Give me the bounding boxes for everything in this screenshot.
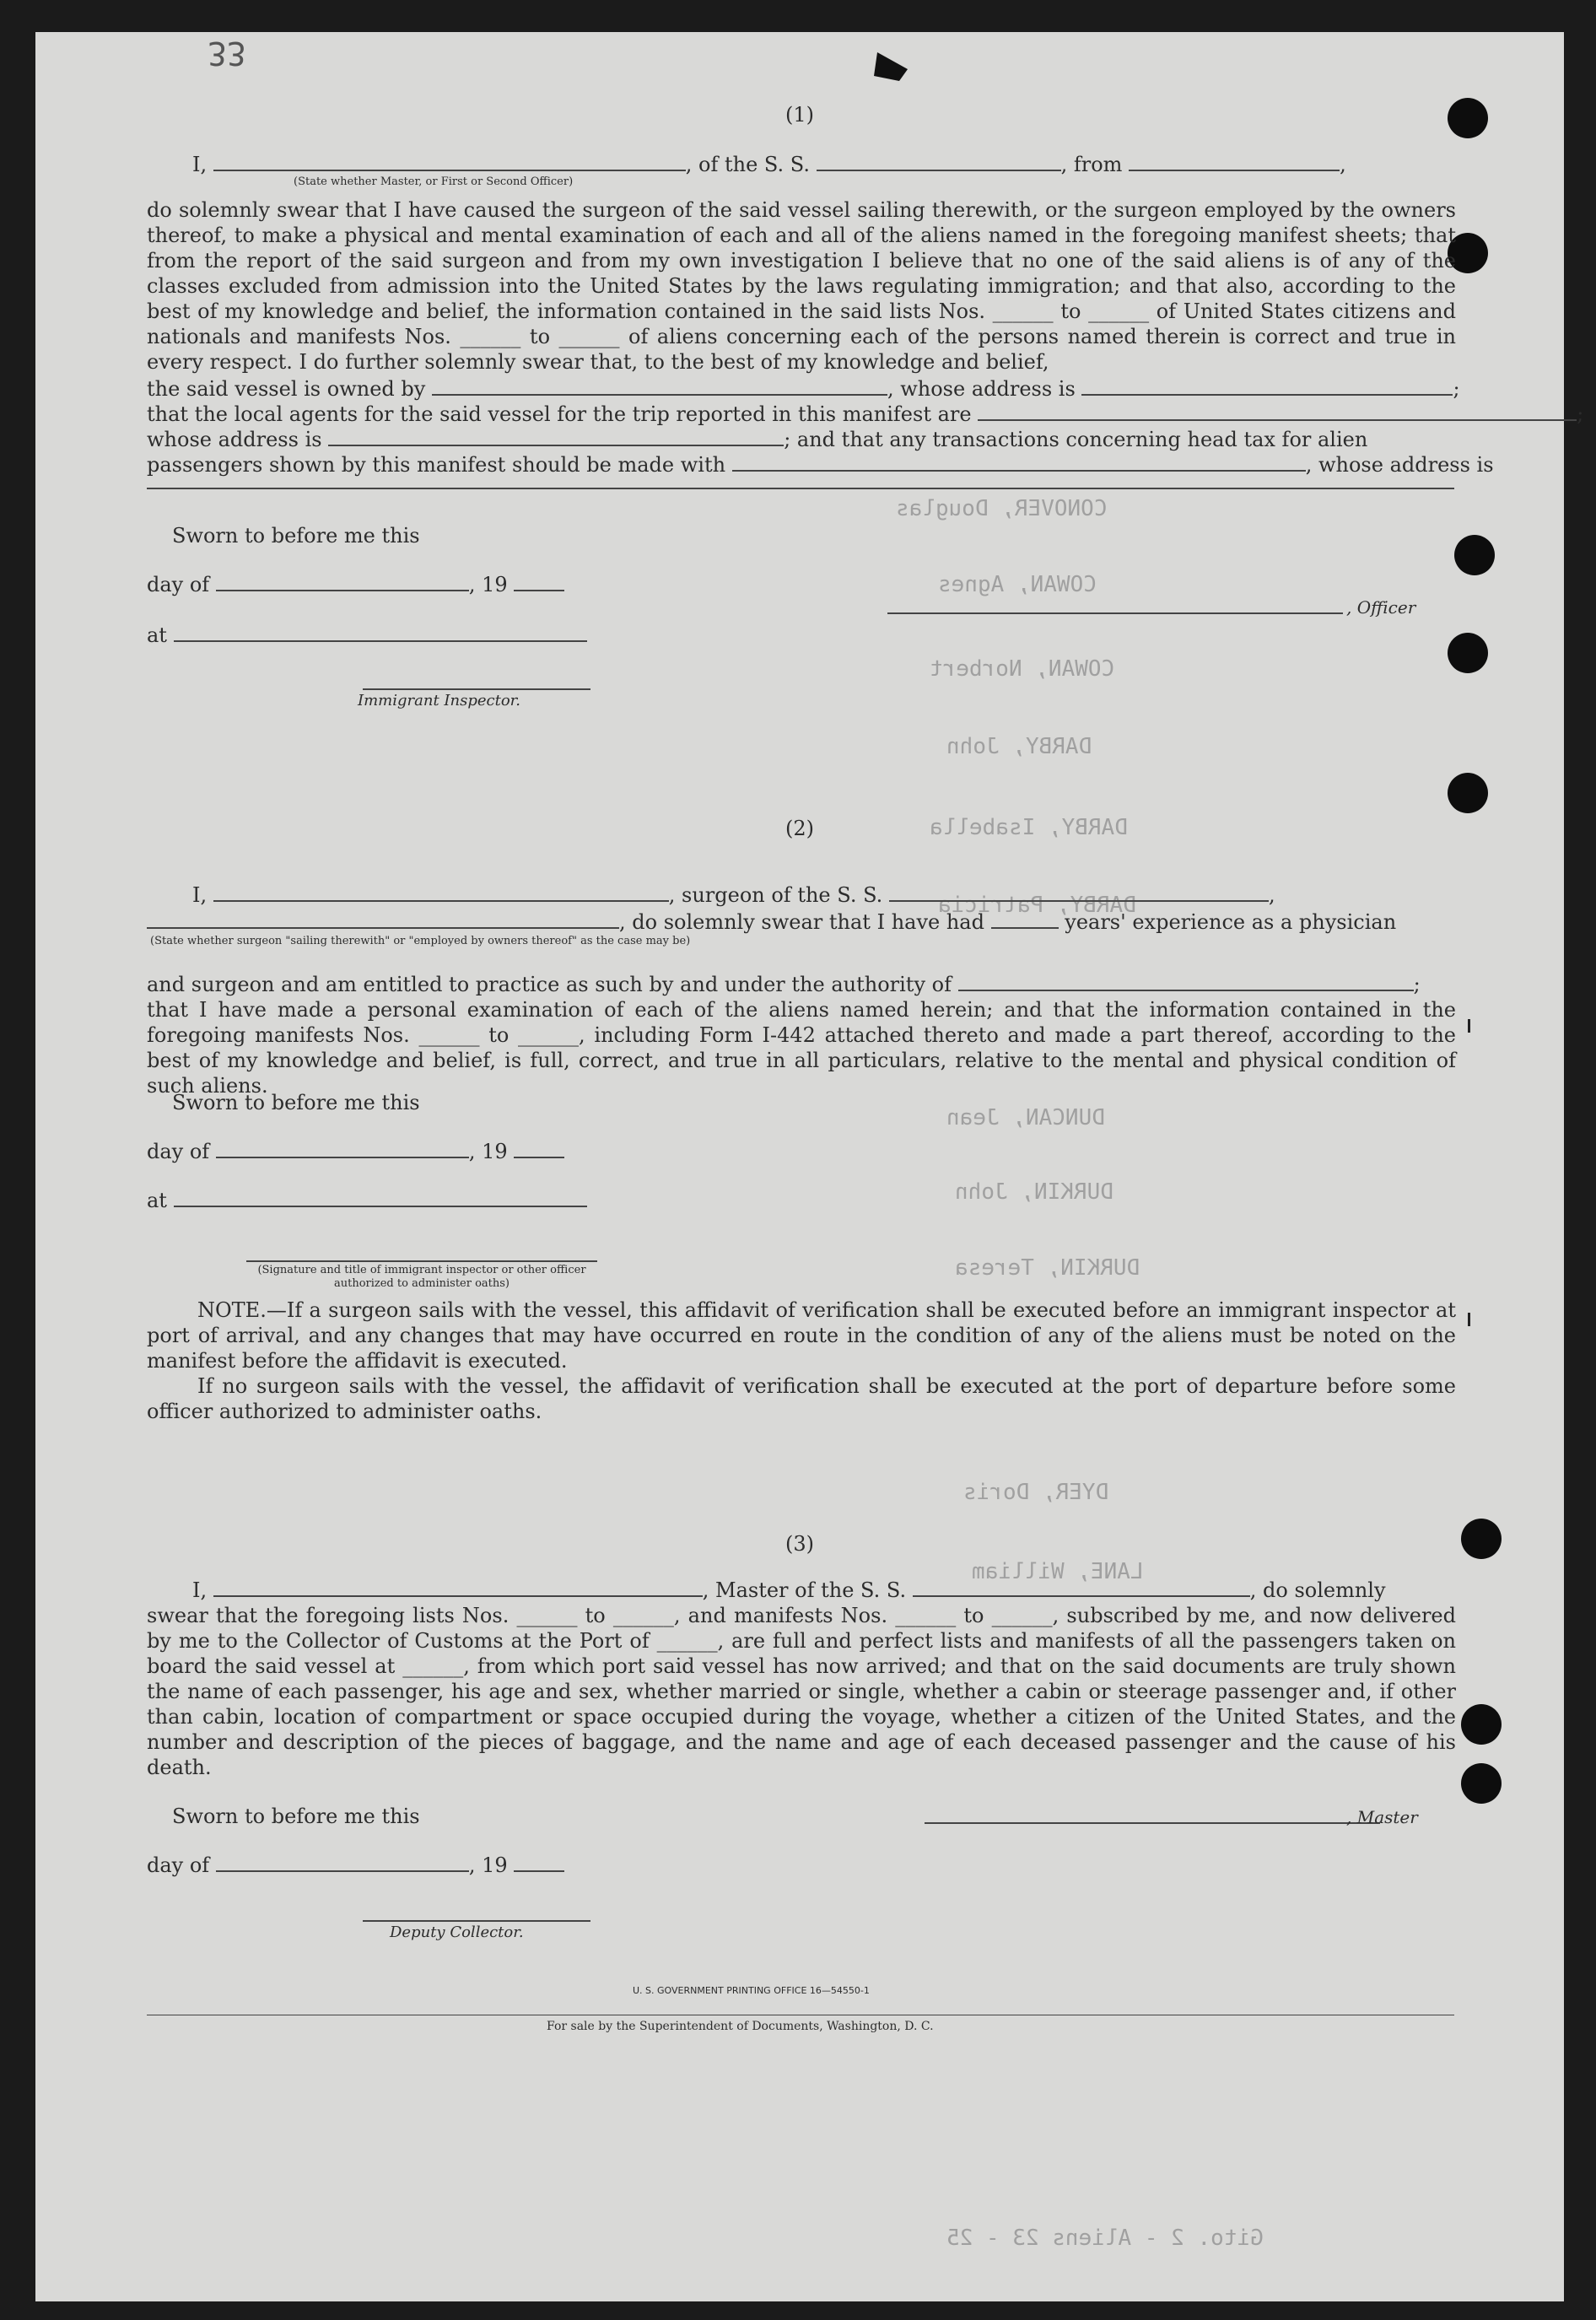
bleed-through-text: LANE, William (972, 1559, 1144, 1584)
vessel-name-blank (817, 153, 1061, 171)
owned-by-line: the said vessel is owned by , whose address is ; (147, 377, 1460, 401)
bleed-through-text: DUNCAN, Jean (946, 1105, 1105, 1130)
bleed-through-text: DURKIN, Teresa (955, 1255, 1140, 1281)
oath-line: I, , of the S. S. , from , (192, 153, 1346, 176)
owner-address-blank (1081, 377, 1453, 396)
at-line: at (147, 1188, 587, 1213)
label-from: , from (1060, 153, 1123, 176)
local-agents-line: that the local agents for the said vessel for the trip reported in this manifest are ; (147, 402, 1584, 426)
surgeon-name-blank (213, 883, 669, 902)
at-blank (174, 623, 587, 642)
punch-hole (1461, 1763, 1502, 1804)
head-tax-contact-blank (732, 453, 1306, 472)
sworn-label: Sworn to before me this (172, 1091, 420, 1114)
officer-signature-line (887, 612, 1343, 614)
for-sale-notice: For sale by the Superintendent of Documents, Washington, D. C. (547, 2020, 934, 2033)
punch-hole (1461, 1704, 1502, 1745)
bleed-through-text: DYER, Doris (963, 1480, 1109, 1505)
inspector-signature-line (363, 688, 590, 690)
printing-office-imprint: U. S. GOVERNMENT PRINTING OFFICE 16—54550-1 (633, 1985, 870, 1996)
master-signature-line (925, 1822, 1380, 1824)
bleed-through-text: DARBY, John (946, 734, 1092, 759)
year-blank (514, 1140, 564, 1158)
section-number: (3) (785, 1532, 814, 1556)
year-blank (514, 573, 564, 591)
day-blank (216, 1853, 469, 1872)
local-agents-blank (978, 402, 1577, 421)
agents-address-line: whose address is ; and that any transactions concerning head tax for alien (147, 428, 1368, 451)
master-label: , Master (1346, 1807, 1418, 1827)
label-i: I, (192, 153, 208, 176)
at-blank (174, 1189, 587, 1207)
margin-tick (1468, 1313, 1470, 1326)
bleed-through-text: COWAN, Norbert (930, 656, 1115, 682)
bleed-through-text: DARBY, Isabella (930, 815, 1128, 840)
master-name-blank (213, 1578, 703, 1597)
signature-caption: Deputy Collector. (390, 1923, 524, 1941)
day-of-line: day of , 19 (147, 1853, 564, 1878)
day-of-line: day of , 19 (147, 572, 564, 597)
section-number: (2) (785, 817, 814, 840)
inspector-signature-line (246, 1260, 597, 1262)
surgeon-status-blank (147, 910, 619, 929)
surgeon-line: I, , surgeon of the S. S. , (192, 883, 1275, 907)
day-of-line: day of , 19 (147, 1139, 564, 1164)
bleed-through-text: DARBY, Patricia (938, 893, 1136, 918)
sworn-label: Sworn to before me this (172, 1805, 420, 1828)
surgeon-vessel-blank (889, 883, 1269, 902)
label-of-ss: , of the S. S. (685, 153, 810, 176)
master-line: I, , Master of the S. S. , do solemnly (192, 1578, 1386, 1602)
master-paragraph: swear that the foregoing lists Nos. ______ to ______, and manifests Nos. ______ to ______, subscribed by me, and now delivered by me to the Collector of Customs at the Port of ______, are full and perfect lists and manifests of all the passengers taken on board the said vessel at ______, from which port said vessel has now arrived; and that on the said documents are truly shown the name of each passenger, his age and sex, whether married or single, whether a cabin or steerage passenger and, if other than cabin, location of compartment or space occupied during the voyage, whether a citizen of the United States, and the number and description of the pieces of baggage, and the name and age of each deceased passenger and the cause of his death. (147, 1604, 1456, 1779)
field-caption: (State whether Master, or First or Second Officer) (294, 175, 574, 188)
passengers-line: passengers shown by this manifest should be made with , whose address is (147, 453, 1494, 477)
at-line: at (147, 623, 587, 648)
port-blank (1129, 153, 1340, 171)
page-number: 33 (208, 35, 246, 72)
note-paragraph: If no surgeon sails with the vessel, the affidavit of verification shall be executed at the port of departure before some officer authorized to administer oaths. (147, 1374, 1456, 1423)
collector-signature-line (363, 1920, 590, 1922)
day-blank (216, 573, 469, 591)
bleed-through-text: Gito. 2 - Aliens 23 - 25 (946, 2226, 1264, 2251)
surgeon-paragraph: that I have made a personal examination of each of the aliens named herein; and that the information contained in the foregoing manifests Nos. ______ to ______, including Form I-442 attached thereto and made a part thereof, according to the best of my knowledge and belief, is full, correct, and true in all particulars, relative to the mental and physical condition of such aliens. (147, 998, 1456, 1098)
note-paragraph: NOTE.—If a surgeon sails with the vessel, this affidavit of verification shall be executed before an immigrant inspector at port of arrival, and any changes that may have occurred en route in the condition of any of the aliens must be noted on the manifest before the affidavit is executed. (147, 1298, 1456, 1373)
signature-caption: Immigrant Inspector. (358, 692, 521, 709)
punch-hole (1448, 773, 1488, 813)
authority-line: and surgeon and am entitled to practice as such by and under the authority of ; (147, 973, 1421, 996)
year-blank (514, 1853, 564, 1872)
manifest-page (35, 32, 1584, 2301)
punch-hole (1454, 535, 1495, 575)
owner-blank (432, 377, 887, 396)
signature-caption: (Signature and title of immigrant inspector or other officer authorized to administer oaths) (257, 1264, 586, 1290)
bleed-through-text: DURKIN, John (955, 1179, 1113, 1205)
address-line (147, 488, 1454, 489)
punch-hole (1448, 633, 1488, 673)
officer-name-blank (213, 153, 686, 171)
authority-blank (958, 973, 1414, 991)
oath-paragraph: do solemnly swear that I have caused the surgeon of the said vessel sailing therewith, or the surgeon employed by the owners thereof, to make a physical and mental examination of each and all of the aliens named in the foregoing manifest sheets; that from the report of the said surgeon and from my own investigation I believe that no one of the said aliens is of any of the classes excluded from admission into the United States by the laws regulating immigration; and that also, according to the best of my knowledge and belief, the information contained in the said lists Nos. ______ to ______ of United States citizens and nationals and manifests Nos. ______ to ______ of aliens concerning each of the persons named therein is correct and true in every respect. I do further solemnly swear that, to the best of my knowledge and belief, (147, 198, 1456, 374)
margin-tick (1468, 1019, 1470, 1033)
years-blank (991, 910, 1059, 929)
field-caption: (State whether surgeon "sailing therewith" or "employed by owners thereof" as the case may be) (150, 935, 691, 947)
agents-address-blank (328, 428, 784, 446)
section-number: (1) (785, 103, 814, 127)
bleed-through-text: COWAN, Agnes (938, 572, 1097, 597)
bleed-through-text: CONOVER, Douglas (896, 496, 1108, 521)
master-vessel-blank (913, 1578, 1250, 1597)
officer-label: , Officer (1346, 597, 1416, 618)
sworn-label: Sworn to before me this (172, 524, 420, 548)
day-blank (216, 1140, 469, 1158)
surgeon-experience-line: , do solemnly swear that I have had years' experience as a physician (147, 909, 1456, 935)
corner-mark-icon (871, 51, 913, 84)
